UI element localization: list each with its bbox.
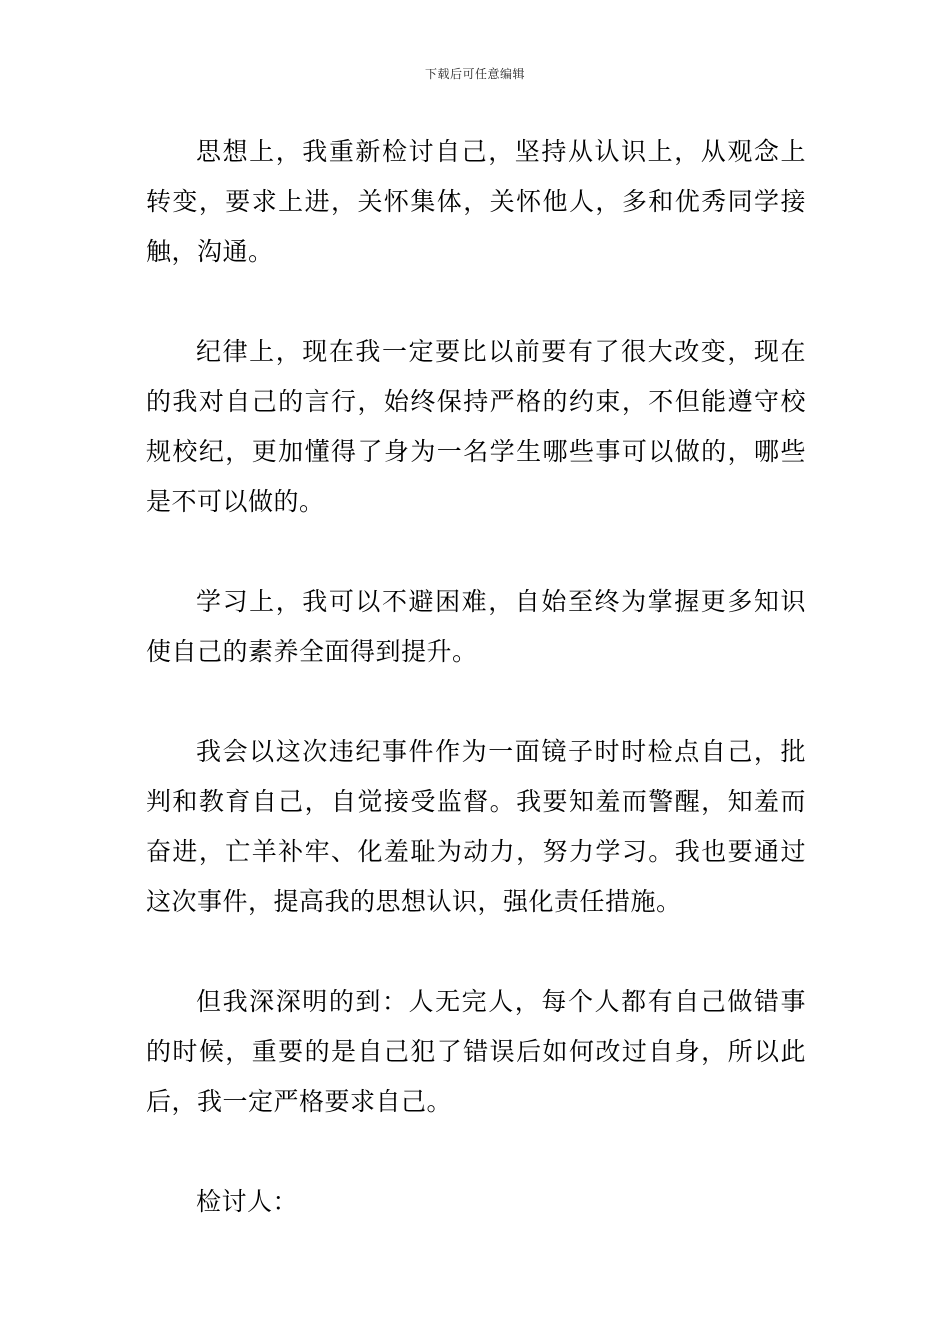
paragraph-conclusion: 但我深深明的到：人无完人，每个人都有自己做错事的时候，重要的是自己犯了错误后如何改过自身，所以此后，我一定严格要求自己。 xyxy=(146,987,806,1116)
document-body xyxy=(146,127,806,1227)
paragraph-reflection: 我会以这次违纪事件作为一面镜子时时检点自己，批判和教育自己，自觉接受监督。我要知羞而警醒，知羞而奋进，亡羊补牢、化羞耻为动力，努力学习。我也要通过这次事件，提高我的思想认识，强化责任措施。 xyxy=(146,737,806,916)
page-header: 下载后可任意编辑 xyxy=(424,67,525,81)
signature-label: 检讨人： xyxy=(196,1187,299,1216)
paragraph-study: 学习上，我可以不避困难，自始至终为掌握更多知识使自己的素养全面得到提升。 xyxy=(146,587,806,666)
paragraph-thought: 思想上，我重新检讨自己，坚持从认识上，从观念上转变，要求上进，关怀集体，关怀他人，多和优秀同学接触，沟通。 xyxy=(146,137,806,266)
paragraph-discipline: 纪律上，现在我一定要比以前要有了很大改变，现在的我对自己的言行，始终保持严格的约束，不但能遵守校规校纪，更加懂得了身为一名学生哪些事可以做的，哪些是不可以做的。 xyxy=(146,337,806,516)
